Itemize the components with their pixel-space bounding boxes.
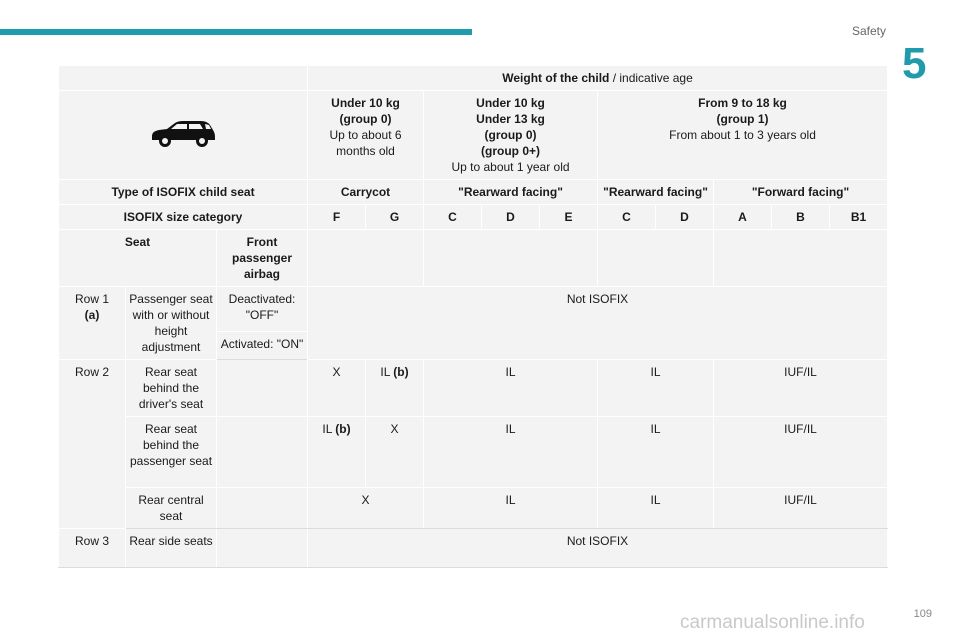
cell-ce: IL xyxy=(424,417,598,488)
size-category-value: B xyxy=(772,205,830,230)
group-age: Up to about 1 year old xyxy=(451,160,570,174)
empty-cell xyxy=(59,66,308,91)
row-note: (a) xyxy=(84,308,100,322)
row1-seat: Passenger seat with or without height adjustment xyxy=(126,287,217,360)
cell-cd: IL xyxy=(598,417,714,488)
chapter-number: 5 xyxy=(902,39,927,88)
row2-seat: Rear central seat xyxy=(126,488,217,529)
empty-cell xyxy=(217,529,308,568)
size-category-value: A xyxy=(714,205,772,230)
cell-g xyxy=(366,360,424,417)
cell-cd: IL xyxy=(598,488,714,529)
weight-title-rest: / indicative age xyxy=(609,71,693,85)
row3-seat: Rear side seats xyxy=(126,529,217,568)
cell-value: IL xyxy=(322,422,332,436)
seat-type-value: "Rearward facing" xyxy=(424,180,598,205)
weight-title-bold: Weight of the child xyxy=(502,71,610,85)
seat-type-value: "Rearward facing" xyxy=(598,180,714,205)
vehicle-cell xyxy=(59,91,308,180)
empty-cell xyxy=(217,488,308,529)
group-weight-line: (group 0) xyxy=(339,112,392,126)
group-weight-line: Under 10 kg xyxy=(476,96,545,110)
airbag-deactivated: Deactivated: "OFF" xyxy=(217,287,308,332)
size-category-value: D xyxy=(482,205,540,230)
size-category-value: B1 xyxy=(830,205,888,230)
row2-behind-driver xyxy=(59,360,888,417)
group-row xyxy=(59,91,888,180)
row2-behind-passenger xyxy=(59,417,888,488)
size-category-value: G xyxy=(366,205,424,230)
seat-header: Seat xyxy=(59,230,217,287)
cell-ab: IUF/IL xyxy=(714,360,888,417)
cell-ce: IL xyxy=(424,360,598,417)
size-category-value: D xyxy=(656,205,714,230)
size-category-row xyxy=(59,205,888,230)
cell-fg: X xyxy=(308,488,424,529)
airbag-header: Front passenger airbag xyxy=(217,230,308,287)
row-label: Row 1 xyxy=(74,292,109,306)
size-category-value: F xyxy=(308,205,366,230)
car-icon xyxy=(149,118,217,148)
group-weight-line: From 9 to 18 kg xyxy=(698,96,787,110)
page-number: 109 xyxy=(913,608,932,620)
empty-cell xyxy=(598,230,714,287)
cell-ce: IL xyxy=(424,488,598,529)
weight-title xyxy=(308,66,888,91)
seat-type-value: Carrycot xyxy=(308,180,424,205)
cell-ab: IUF/IL xyxy=(714,417,888,488)
group-weight-line: Under 13 kg xyxy=(476,112,545,126)
group-weight-line: Under 10 kg xyxy=(331,96,400,110)
group-weight-line: (group 0+) xyxy=(481,144,541,158)
size-category-value: C xyxy=(424,205,482,230)
group-weight-line: (group 0) xyxy=(484,128,537,142)
row3-label: Row 3 xyxy=(59,529,126,568)
row1-label xyxy=(59,287,126,360)
row2-central xyxy=(59,488,888,529)
cell-note: (b) xyxy=(393,365,409,379)
seat-type-label: Type of ISOFIX child seat xyxy=(59,180,308,205)
empty-cell xyxy=(217,360,308,417)
group-0 xyxy=(308,91,424,180)
row1-value: Not ISOFIX xyxy=(308,287,888,360)
seat-type-row xyxy=(59,180,888,205)
cell-ab: IUF/IL xyxy=(714,488,888,529)
empty-cell xyxy=(308,230,424,287)
size-category-label: ISOFIX size category xyxy=(59,205,308,230)
cell-f: X xyxy=(308,360,366,417)
weight-header-row xyxy=(59,66,888,91)
group-1 xyxy=(598,91,888,180)
airbag-activated: Activated: "ON" xyxy=(217,332,308,360)
group-age: Up to about 6 months old xyxy=(329,128,402,158)
seat-type-value: "Forward facing" xyxy=(714,180,888,205)
empty-cell xyxy=(424,230,598,287)
empty-cell xyxy=(714,230,888,287)
group-0-plus xyxy=(424,91,598,180)
isofix-table xyxy=(58,65,888,568)
size-category-value: E xyxy=(540,205,598,230)
header-accent-bar xyxy=(0,29,472,35)
cell-g: X xyxy=(366,417,424,488)
cell-f xyxy=(308,417,366,488)
cell-cd: IL xyxy=(598,360,714,417)
cell-value: IL xyxy=(380,365,390,379)
cell-note: (b) xyxy=(335,422,351,436)
row3-value: Not ISOFIX xyxy=(308,529,888,568)
row1-deactivated xyxy=(59,287,888,332)
size-category-value: C xyxy=(598,205,656,230)
group-age: From about 1 to 3 years old xyxy=(669,128,816,142)
row3 xyxy=(59,529,888,568)
row2-seat: Rear seat behind the driver's seat xyxy=(126,360,217,417)
row2-label: Row 2 xyxy=(59,360,126,529)
watermark: carmanualsonline.info xyxy=(680,612,865,633)
seat-header-row xyxy=(59,230,888,287)
group-weight-line: (group 1) xyxy=(716,112,769,126)
empty-cell xyxy=(217,417,308,488)
row2-seat: Rear seat behind the passenger seat xyxy=(126,417,217,488)
section-title: Safety xyxy=(851,24,886,38)
